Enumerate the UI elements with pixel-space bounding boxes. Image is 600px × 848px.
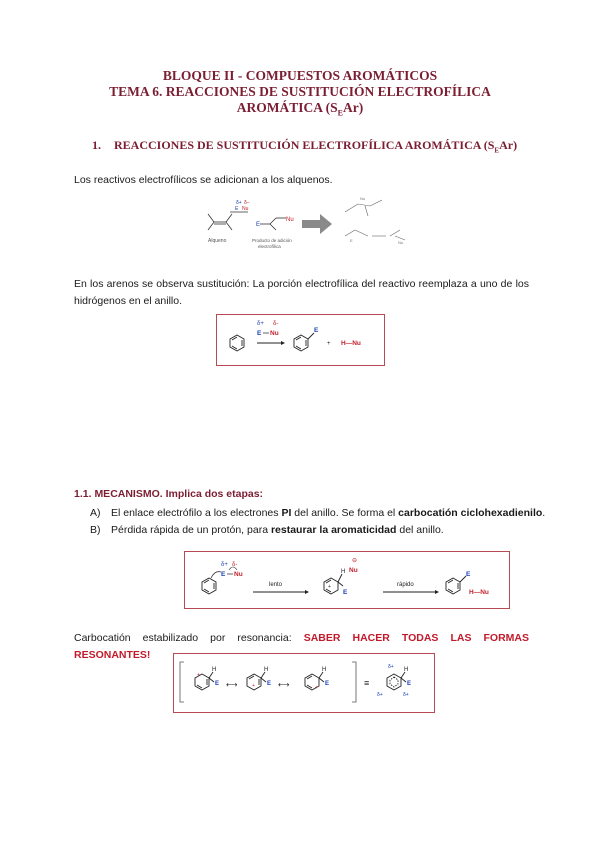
res3-H: H [322, 667, 327, 673]
paragraph-alkenes: Los reactivos electrofílicos se adicionan a los alquenos. [74, 174, 333, 186]
hybrid-delta-right: δ+ [403, 692, 409, 698]
step-a-text-end: . [542, 507, 546, 519]
resonance-box [173, 653, 435, 713]
res3-E: E [325, 681, 330, 687]
arene-E: E [257, 330, 262, 337]
mechanism-figure [185, 552, 509, 608]
res3-plus: + [315, 685, 318, 691]
product-E: E [256, 222, 261, 228]
svg-text:Nu: Nu [360, 196, 366, 201]
substituted-benzene-ring [294, 333, 314, 351]
section-title: REACCIONES DE SUSTITUCIÓN ELECTROFÍLICA AROMÁTICA (S [114, 138, 495, 152]
hybrid-E: E [407, 681, 412, 687]
svg-text:E: E [350, 238, 353, 243]
resonance-form-2 [247, 672, 266, 690]
res-arrow-1: ⟷ [226, 680, 238, 689]
res2-E: E [267, 681, 272, 687]
mechanism-heading-text: MECANISMO. Implica dos etapas: [94, 488, 264, 500]
resonance-figure [174, 654, 434, 712]
section-number: 1. [92, 138, 101, 152]
doc-title-line3 [0, 100, 600, 122]
res2-H: H [264, 667, 269, 673]
hybrid-H: H [404, 667, 409, 673]
mech-byproduct: H—Nu [469, 589, 489, 596]
mech-H: H [341, 569, 346, 575]
mech-charge: ⊖ [352, 558, 358, 564]
section-1-heading [92, 138, 517, 154]
section-title-sub: E [494, 146, 500, 155]
res2-plus: + [252, 683, 255, 689]
grey-arrow [302, 214, 332, 234]
resonance-text: Carbocatión estabilizado por resonancia: [74, 632, 304, 644]
product-label-2: electrofílica [258, 244, 281, 249]
arene-substitution-box [216, 314, 385, 366]
alkene-label: Alqueno [208, 238, 227, 244]
arene-Nu: Nu [270, 330, 279, 337]
step-b-bold: restaurar la aromaticidad [270, 524, 397, 536]
mech-delta-plus: δ+ [221, 562, 228, 568]
res1-E: E [215, 681, 220, 687]
step-a-bold-pi: PI [281, 507, 292, 519]
carbocation-plus: + [328, 584, 331, 590]
res1-H: H [212, 667, 217, 673]
plus-sign: + [327, 341, 331, 347]
equivalence-sign: ≡ [364, 678, 370, 688]
step-a-bold-carbocation: carbocatión ciclohexadienilo [398, 507, 543, 519]
title-line3-text: AROMÁTICA (S [236, 100, 338, 115]
resonance-emphasis: SABER HACER TODAS LAS FORMAS RESONANTES! [74, 632, 529, 661]
alkene-delta-plus: δ+ [236, 200, 242, 206]
mechanism-box [184, 551, 510, 609]
step-a-text: El enlace electrófilo a los electrones [111, 507, 282, 519]
mechanism-heading [74, 488, 263, 500]
svg-text:Nu: Nu [398, 240, 404, 245]
product-label-1: Producto de adición [252, 238, 292, 243]
step-a-text-mid: del anillo. Se forma el [291, 507, 399, 519]
step-b-text-end: del anillo. [396, 524, 444, 536]
mech-Nu: Nu [234, 571, 243, 578]
slow-label: lento [269, 582, 283, 588]
fast-label: rápido [397, 582, 414, 588]
res-arrow-2: ⟷ [278, 680, 290, 689]
section-title-post: Ar) [499, 138, 518, 152]
alkene-reagent-E: E [235, 206, 239, 212]
doc-title-line2: TEMA 6. REACCIONES DE SUSTITUCIÓN ELECTROFÍLICA [109, 84, 491, 99]
hybrid-delta-top: δ+ [388, 664, 394, 670]
alkene-delta-minus: δ− [244, 200, 250, 206]
mech-product-E: E [466, 571, 471, 578]
arene-substitution-figure [217, 315, 384, 365]
mechanism-heading-number: 1.1. [74, 488, 92, 500]
mechanism-benzene [202, 572, 221, 594]
resonance-hybrid [387, 672, 406, 690]
arene-delta-plus: δ+ [257, 321, 264, 327]
step-b-letter: B) [90, 524, 101, 536]
paragraph-arenes: En los arenos se observa sustitución: La porción electrofílica del reactivo reemplaza a uno de los hidrógenos en el anillo. [74, 278, 529, 307]
alkene-reagent-Nu: Nu [242, 206, 249, 212]
title-line3-sub: E [337, 108, 343, 118]
carbocation-ring [324, 574, 343, 594]
mech-delta-minus: δ- [232, 562, 238, 568]
hybrid-delta-left: δ+ [377, 692, 383, 698]
res1-plus: + [197, 672, 200, 678]
mech-E: E [221, 571, 226, 578]
doc-title-line1: BLOQUE II - COMPUESTOS AROMÁTICOS [162, 68, 438, 83]
alkene-addition-figure [200, 192, 415, 256]
step-a [90, 507, 545, 519]
title-line3-post: Ar) [342, 100, 364, 115]
mech-Nu-ion: Nu [349, 567, 358, 574]
arene-byproduct: H—Nu [341, 340, 361, 347]
arene-product-E: E [314, 327, 319, 334]
mech-intermediate-E: E [343, 589, 348, 596]
step-b [90, 524, 444, 536]
product-Nu: Nu [286, 217, 294, 223]
product-ring [446, 576, 466, 594]
step-a-letter: A) [90, 507, 101, 519]
arene-delta-minus: δ- [273, 321, 279, 327]
benzene-ring [230, 335, 244, 351]
step-b-text: Pérdida rápida de un protón, para [111, 524, 271, 536]
